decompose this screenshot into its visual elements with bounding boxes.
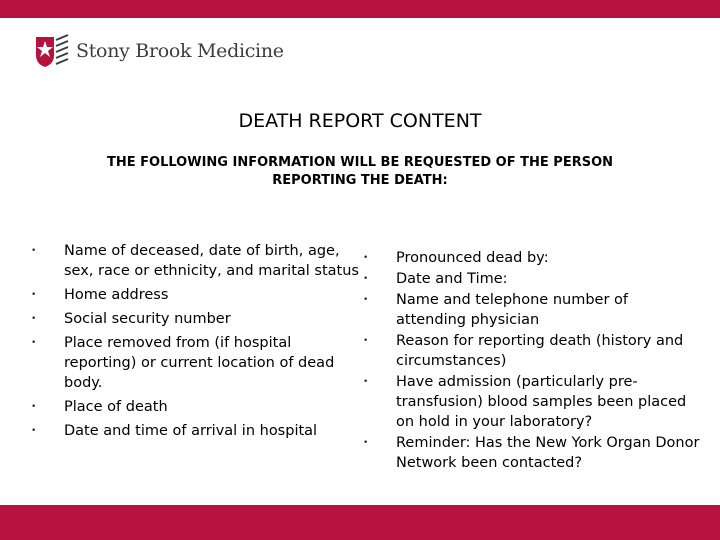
bullet-icon: • <box>31 426 37 436</box>
bullet-icon: • <box>363 274 369 284</box>
bullet-icon: • <box>31 402 37 412</box>
list-item-text: Name and telephone number of attending physician <box>396 292 628 328</box>
shield-star-icon <box>34 33 70 69</box>
list-item-text: Name of deceased, date of birth, age, sex, race or ethnicity, and marital status <box>64 243 359 279</box>
bullet-icon: • <box>31 338 37 348</box>
list-item <box>28 241 360 281</box>
brand-logo <box>34 33 284 69</box>
bottom-accent-bar <box>0 505 720 540</box>
list-item <box>28 421 360 441</box>
list-item <box>360 269 700 289</box>
bullet-icon: • <box>31 246 37 256</box>
list-item-text: Place of death <box>64 399 168 415</box>
list-item <box>28 285 360 305</box>
list-item-text: Reason for reporting death (history and circumstances) <box>396 333 684 369</box>
list-item-text: Pronounced dead by: <box>396 250 549 266</box>
list-item-text: Have admission (particularly pre-transfusion) blood samples been placed on hold in your laboratory? <box>396 374 687 430</box>
bullet-icon: • <box>31 290 37 300</box>
subtitle-line-1: THE FOLLOWING INFORMATION WILL BE REQUESTED OF THE PERSON <box>106 155 614 170</box>
bullet-icon: • <box>363 336 369 346</box>
brand-name: Stony Brook Medicine <box>76 40 284 62</box>
top-accent-bar <box>0 0 720 18</box>
list-item-text: Home address <box>64 287 169 303</box>
right-bullet-list <box>360 248 700 474</box>
bullet-icon: • <box>363 253 369 263</box>
list-item <box>360 372 700 432</box>
list-item <box>360 331 700 371</box>
list-item <box>28 397 360 417</box>
subtitle-line-2: REPORTING THE DEATH: <box>272 173 448 188</box>
list-item-text: Reminder: Has the New York Organ Donor Network been contacted? <box>396 435 700 471</box>
list-item-text: Social security number <box>64 311 231 327</box>
slide-subtitle <box>60 154 660 190</box>
bullet-icon: • <box>363 295 369 305</box>
list-item-text: Place removed from (if hospital reporting) or current location of dead body. <box>64 335 335 391</box>
left-bullet-list <box>28 241 360 445</box>
bullet-icon: • <box>31 314 37 324</box>
list-item <box>28 333 360 393</box>
slide-title: DEATH REPORT CONTENT <box>238 110 482 132</box>
list-item <box>360 290 700 330</box>
list-item-text: Date and Time: <box>396 271 508 287</box>
list-item <box>360 248 700 268</box>
bullet-icon: • <box>363 377 369 387</box>
bullet-icon: • <box>363 438 369 448</box>
list-item <box>360 433 700 473</box>
list-item-text: Date and time of arrival in hospital <box>64 423 318 439</box>
list-item <box>28 309 360 329</box>
